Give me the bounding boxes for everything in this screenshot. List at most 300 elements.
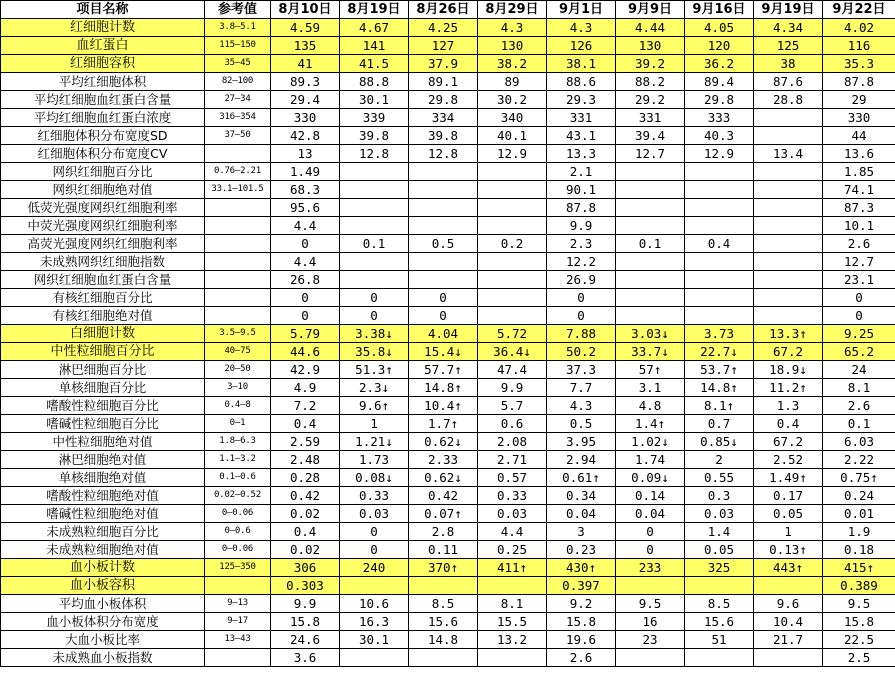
value-cell: 0.75↑ [823, 469, 895, 487]
value-cell: 8.1 [478, 595, 547, 613]
value-cell [754, 235, 823, 253]
value-cell: 42.8 [271, 127, 340, 145]
value-cell: 127 [409, 37, 478, 55]
table-row [1, 271, 895, 289]
column-header: 9月16日 [685, 1, 754, 19]
value-cell: 14.8 [409, 631, 478, 649]
value-cell: 15.5 [478, 613, 547, 631]
value-cell: 2.94 [547, 451, 616, 469]
value-cell: 88.6 [547, 73, 616, 91]
item-name-cell: 平均红细胞体积 [1, 73, 205, 91]
value-cell: 74.1 [823, 181, 895, 199]
value-cell: 43.1 [547, 127, 616, 145]
value-cell [685, 217, 754, 235]
value-cell: 1.85 [823, 163, 895, 181]
value-cell [616, 649, 685, 667]
value-cell: 9.25 [823, 325, 895, 343]
value-cell: 0.6 [478, 415, 547, 433]
value-cell: 1.4 [685, 523, 754, 541]
value-cell: 0.25 [478, 541, 547, 559]
value-cell [616, 253, 685, 271]
value-cell [754, 109, 823, 127]
reference-range-cell: 0.1—0.6 [205, 469, 271, 487]
value-cell: 0 [823, 289, 895, 307]
reference-range-cell: 316—354 [205, 109, 271, 127]
item-name-cell: 单核细胞绝对值 [1, 469, 205, 487]
value-cell [685, 253, 754, 271]
value-cell: 2.52 [754, 451, 823, 469]
value-cell [340, 649, 409, 667]
value-cell: 0.4 [271, 415, 340, 433]
value-cell: 2.08 [478, 433, 547, 451]
table-row [1, 163, 895, 181]
value-cell: 4.34 [754, 19, 823, 37]
value-cell [685, 577, 754, 595]
value-cell: 0.17 [754, 487, 823, 505]
reference-range-cell: 27—34 [205, 91, 271, 109]
value-cell: 1.3 [754, 397, 823, 415]
value-cell: 88.8 [340, 73, 409, 91]
value-cell: 331 [616, 109, 685, 127]
value-cell: 5.79 [271, 325, 340, 343]
table-row [1, 145, 895, 163]
value-cell: 9.5 [616, 595, 685, 613]
value-cell: 0.05 [754, 505, 823, 523]
value-cell: 0.05 [685, 541, 754, 559]
value-cell: 1.49↑ [754, 469, 823, 487]
value-cell: 0.09↓ [616, 469, 685, 487]
value-cell: 0 [616, 541, 685, 559]
value-cell: 0.07↑ [409, 505, 478, 523]
value-cell [340, 181, 409, 199]
item-name-cell: 高荧光强度网织红细胞利率 [1, 235, 205, 253]
value-cell: 4.4 [271, 253, 340, 271]
item-name-cell: 平均血小板体积 [1, 595, 205, 613]
value-cell: 0 [616, 523, 685, 541]
value-cell: 4.4 [271, 217, 340, 235]
reference-range-cell: 9—17 [205, 613, 271, 631]
value-cell: 50.2 [547, 343, 616, 361]
value-cell: 0.18 [823, 541, 895, 559]
reference-range-cell: 0—0.06 [205, 505, 271, 523]
table-row [1, 433, 895, 451]
reference-range-cell [205, 649, 271, 667]
table-row [1, 595, 895, 613]
value-cell: 0.2 [478, 235, 547, 253]
value-cell: 0.1 [340, 235, 409, 253]
value-cell: 87.8 [823, 73, 895, 91]
item-name-cell: 平均红细胞血红蛋白浓度 [1, 109, 205, 127]
item-name-cell: 低荧光强度网织红细胞利率 [1, 199, 205, 217]
item-name-cell: 有核红细胞百分比 [1, 289, 205, 307]
value-cell: 29.8 [409, 91, 478, 109]
value-cell: 2.59 [271, 433, 340, 451]
value-cell: 42.9 [271, 361, 340, 379]
value-cell: 13 [271, 145, 340, 163]
value-cell [754, 199, 823, 217]
value-cell: 3.38↓ [340, 325, 409, 343]
value-cell: 36.2 [685, 55, 754, 73]
value-cell: 95.6 [271, 199, 340, 217]
value-cell: 9.6 [754, 595, 823, 613]
item-name-cell: 红细胞计数 [1, 19, 205, 37]
reference-range-cell: 33.1—101.5 [205, 181, 271, 199]
value-cell: 3 [547, 523, 616, 541]
value-cell [685, 307, 754, 325]
value-cell: 2.8 [409, 523, 478, 541]
value-cell: 9.2 [547, 595, 616, 613]
value-cell [478, 253, 547, 271]
value-cell: 1.7↑ [409, 415, 478, 433]
value-cell: 0.04 [616, 505, 685, 523]
value-cell [685, 289, 754, 307]
value-cell: 0.1 [616, 235, 685, 253]
value-cell: 4.05 [685, 19, 754, 37]
reference-range-cell: 0—1 [205, 415, 271, 433]
value-cell: 29.3 [547, 91, 616, 109]
reference-range-cell: 0—0.6 [205, 523, 271, 541]
value-cell [754, 253, 823, 271]
reference-range-cell: 20—50 [205, 361, 271, 379]
value-cell: 1.74 [616, 451, 685, 469]
value-cell: 0.23 [547, 541, 616, 559]
value-cell [616, 271, 685, 289]
value-cell: 9.5 [823, 595, 895, 613]
value-cell: 90.1 [547, 181, 616, 199]
value-cell: 0.7 [685, 415, 754, 433]
value-cell [409, 181, 478, 199]
value-cell: 4.44 [616, 19, 685, 37]
item-name-cell: 有核红细胞绝对值 [1, 307, 205, 325]
value-cell: 12.9 [685, 145, 754, 163]
value-cell: 10.1 [823, 217, 895, 235]
value-cell: 89.3 [271, 73, 340, 91]
value-cell: 9.6↑ [340, 397, 409, 415]
value-cell: 135 [271, 37, 340, 55]
value-cell [340, 271, 409, 289]
value-cell: 4.3 [547, 397, 616, 415]
item-name-cell: 未成熟网织红细胞指数 [1, 253, 205, 271]
value-cell: 325 [685, 559, 754, 577]
value-cell: 2.48 [271, 451, 340, 469]
value-cell: 0.03 [478, 505, 547, 523]
table-row [1, 235, 895, 253]
table-row [1, 91, 895, 109]
value-cell: 10.4↑ [409, 397, 478, 415]
value-cell: 2.22 [823, 451, 895, 469]
value-cell [409, 199, 478, 217]
value-cell: 15.8 [547, 613, 616, 631]
value-cell: 39.8 [409, 127, 478, 145]
value-cell: 15.6 [685, 613, 754, 631]
column-header: 9月1日 [547, 1, 616, 19]
value-cell: 38 [754, 55, 823, 73]
value-cell: 8.1 [823, 379, 895, 397]
table-row [1, 19, 895, 37]
value-cell: 0.1 [823, 415, 895, 433]
value-cell [340, 217, 409, 235]
value-cell [478, 163, 547, 181]
value-cell [340, 253, 409, 271]
value-cell: 0.04 [547, 505, 616, 523]
value-cell: 15.6 [409, 613, 478, 631]
value-cell: 23.1 [823, 271, 895, 289]
value-cell: 51 [685, 631, 754, 649]
value-cell: 2.71 [478, 451, 547, 469]
reference-range-cell: 1.1—3.2 [205, 451, 271, 469]
value-cell: 15.8 [823, 613, 895, 631]
value-cell: 116 [823, 37, 895, 55]
value-cell: 0.01 [823, 505, 895, 523]
value-cell: 0 [340, 307, 409, 325]
value-cell [478, 649, 547, 667]
value-cell: 8.5 [409, 595, 478, 613]
value-cell: 3.73 [685, 325, 754, 343]
value-cell [616, 289, 685, 307]
reference-range-cell [205, 253, 271, 271]
value-cell: 9.9 [478, 379, 547, 397]
value-cell: 0.11 [409, 541, 478, 559]
table-row [1, 343, 895, 361]
value-cell: 4.02 [823, 19, 895, 37]
value-cell: 44.6 [271, 343, 340, 361]
reference-range-cell [205, 271, 271, 289]
reference-range-cell: 9—13 [205, 595, 271, 613]
value-cell: 4.9 [271, 379, 340, 397]
value-cell [616, 163, 685, 181]
table-row [1, 109, 895, 127]
table-row [1, 505, 895, 523]
table-row [1, 487, 895, 505]
reference-range-cell: 0.4—8 [205, 397, 271, 415]
value-cell: 415↑ [823, 559, 895, 577]
value-cell: 0.24 [823, 487, 895, 505]
item-name-cell: 红细胞体积分布宽度SD [1, 127, 205, 145]
value-cell: 39.2 [616, 55, 685, 73]
item-name-cell: 中荧光强度网织红细胞利率 [1, 217, 205, 235]
table-row [1, 559, 895, 577]
value-cell: 13.3↑ [754, 325, 823, 343]
value-cell: 0.55 [685, 469, 754, 487]
value-cell: 24.6 [271, 631, 340, 649]
value-cell [340, 577, 409, 595]
value-cell [754, 289, 823, 307]
column-header: 8月26日 [409, 1, 478, 19]
table-row [1, 325, 895, 343]
value-cell: 16.3 [340, 613, 409, 631]
value-cell: 370↑ [409, 559, 478, 577]
value-cell: 0.13↑ [754, 541, 823, 559]
value-cell: 14.8↑ [409, 379, 478, 397]
item-name-cell: 血小板体积分布宽度 [1, 613, 205, 631]
value-cell: 4.4 [478, 523, 547, 541]
value-cell: 2.1 [547, 163, 616, 181]
item-name-cell: 白细胞计数 [1, 325, 205, 343]
value-cell: 24 [823, 361, 895, 379]
value-cell: 340 [478, 109, 547, 127]
value-cell: 3.1 [616, 379, 685, 397]
value-cell: 430↑ [547, 559, 616, 577]
value-cell [478, 181, 547, 199]
value-cell: 3.6 [271, 649, 340, 667]
column-header: 8月10日 [271, 1, 340, 19]
item-name-cell: 未成熟粒细胞百分比 [1, 523, 205, 541]
item-name-cell: 网织红细胞血红蛋白含量 [1, 271, 205, 289]
table-row [1, 469, 895, 487]
value-cell: 13.6 [823, 145, 895, 163]
value-cell: 26.8 [271, 271, 340, 289]
value-cell: 16 [616, 613, 685, 631]
table-row [1, 631, 895, 649]
value-cell: 30.1 [340, 631, 409, 649]
table-row [1, 361, 895, 379]
value-cell: 87.8 [547, 199, 616, 217]
reference-range-cell: 3.5—9.5 [205, 325, 271, 343]
value-cell: 1 [754, 523, 823, 541]
reference-range-cell: 0.76—2.21 [205, 163, 271, 181]
value-cell [340, 199, 409, 217]
value-cell: 89.4 [685, 73, 754, 91]
value-cell: 1.21↓ [340, 433, 409, 451]
value-cell [754, 127, 823, 145]
value-cell: 35.3 [823, 55, 895, 73]
value-cell: 7.2 [271, 397, 340, 415]
value-cell: 3.95 [547, 433, 616, 451]
value-cell [478, 307, 547, 325]
value-cell [754, 307, 823, 325]
value-cell: 21.7 [754, 631, 823, 649]
table-row [1, 397, 895, 415]
column-header: 项目名称 [1, 1, 205, 19]
table-row [1, 73, 895, 91]
value-cell: 67.2 [754, 433, 823, 451]
value-cell: 0 [409, 307, 478, 325]
value-cell: 12.8 [340, 145, 409, 163]
value-cell [616, 217, 685, 235]
value-cell: 1 [340, 415, 409, 433]
item-name-cell: 嗜碱性粒细胞百分比 [1, 415, 205, 433]
item-name-cell: 红细胞容积 [1, 55, 205, 73]
table-row [1, 37, 895, 55]
item-name-cell: 未成熟粒细胞绝对值 [1, 541, 205, 559]
header-row [1, 1, 895, 19]
item-name-cell: 淋巴细胞绝对值 [1, 451, 205, 469]
value-cell: 40.3 [685, 127, 754, 145]
item-name-cell: 网织红细胞绝对值 [1, 181, 205, 199]
value-cell: 0.42 [271, 487, 340, 505]
value-cell: 1.4↑ [616, 415, 685, 433]
table-row [1, 523, 895, 541]
value-cell [409, 163, 478, 181]
value-cell: 0.02 [271, 505, 340, 523]
value-cell: 22.5 [823, 631, 895, 649]
value-cell: 35.8↓ [340, 343, 409, 361]
value-cell [478, 199, 547, 217]
table-row [1, 127, 895, 145]
value-cell: 13.4 [754, 145, 823, 163]
table-row [1, 181, 895, 199]
value-cell: 2.6 [823, 397, 895, 415]
table-row [1, 541, 895, 559]
value-cell: 29.4 [271, 91, 340, 109]
value-cell: 1.02↓ [616, 433, 685, 451]
reference-range-cell: 13—43 [205, 631, 271, 649]
value-cell: 67.2 [754, 343, 823, 361]
value-cell: 0.33 [478, 487, 547, 505]
value-cell [478, 577, 547, 595]
value-cell: 51.3↑ [340, 361, 409, 379]
value-cell: 333 [685, 109, 754, 127]
item-name-cell: 淋巴细胞百分比 [1, 361, 205, 379]
value-cell: 0.14 [616, 487, 685, 505]
value-cell: 87.6 [754, 73, 823, 91]
value-cell: 0.3 [685, 487, 754, 505]
value-cell: 7.7 [547, 379, 616, 397]
value-cell: 0.08↓ [340, 469, 409, 487]
value-cell: 2.3↓ [340, 379, 409, 397]
item-name-cell: 嗜酸性粒细胞绝对值 [1, 487, 205, 505]
value-cell: 15.4↓ [409, 343, 478, 361]
value-cell: 0.42 [409, 487, 478, 505]
value-cell: 12.2 [547, 253, 616, 271]
value-cell: 57.7↑ [409, 361, 478, 379]
reference-range-cell [205, 235, 271, 253]
value-cell [754, 271, 823, 289]
value-cell: 0 [340, 289, 409, 307]
value-cell: 330 [271, 109, 340, 127]
item-name-cell: 中性粒细胞绝对值 [1, 433, 205, 451]
reference-range-cell [205, 307, 271, 325]
value-cell: 443↑ [754, 559, 823, 577]
value-cell: 0.397 [547, 577, 616, 595]
value-cell [685, 163, 754, 181]
item-name-cell: 嗜碱性粒细胞绝对值 [1, 505, 205, 523]
value-cell: 29.2 [616, 91, 685, 109]
value-cell: 29 [823, 91, 895, 109]
value-cell: 411↑ [478, 559, 547, 577]
table-row [1, 289, 895, 307]
table-row [1, 613, 895, 631]
value-cell [685, 199, 754, 217]
value-cell [685, 181, 754, 199]
value-cell: 2.33 [409, 451, 478, 469]
value-cell: 2.6 [547, 649, 616, 667]
value-cell: 9.9 [271, 595, 340, 613]
value-cell: 0.57 [478, 469, 547, 487]
reference-range-cell: 35—45 [205, 55, 271, 73]
value-cell: 23 [616, 631, 685, 649]
value-cell: 10.6 [340, 595, 409, 613]
value-cell: 126 [547, 37, 616, 55]
value-cell [685, 271, 754, 289]
reference-range-cell: 3.8—5.1 [205, 19, 271, 37]
value-cell: 8.5 [685, 595, 754, 613]
value-cell: 9.9 [547, 217, 616, 235]
value-cell: 2 [685, 451, 754, 469]
value-cell: 0.28 [271, 469, 340, 487]
value-cell: 38.2 [478, 55, 547, 73]
value-cell: 240 [340, 559, 409, 577]
value-cell [616, 577, 685, 595]
value-cell: 14.8↑ [685, 379, 754, 397]
column-header: 9月22日 [823, 1, 895, 19]
item-name-cell: 网织红细胞百分比 [1, 163, 205, 181]
value-cell: 125 [754, 37, 823, 55]
table-row [1, 253, 895, 271]
value-cell: 40.1 [478, 127, 547, 145]
item-name-cell: 未成熟血小板指数 [1, 649, 205, 667]
value-cell: 57↑ [616, 361, 685, 379]
